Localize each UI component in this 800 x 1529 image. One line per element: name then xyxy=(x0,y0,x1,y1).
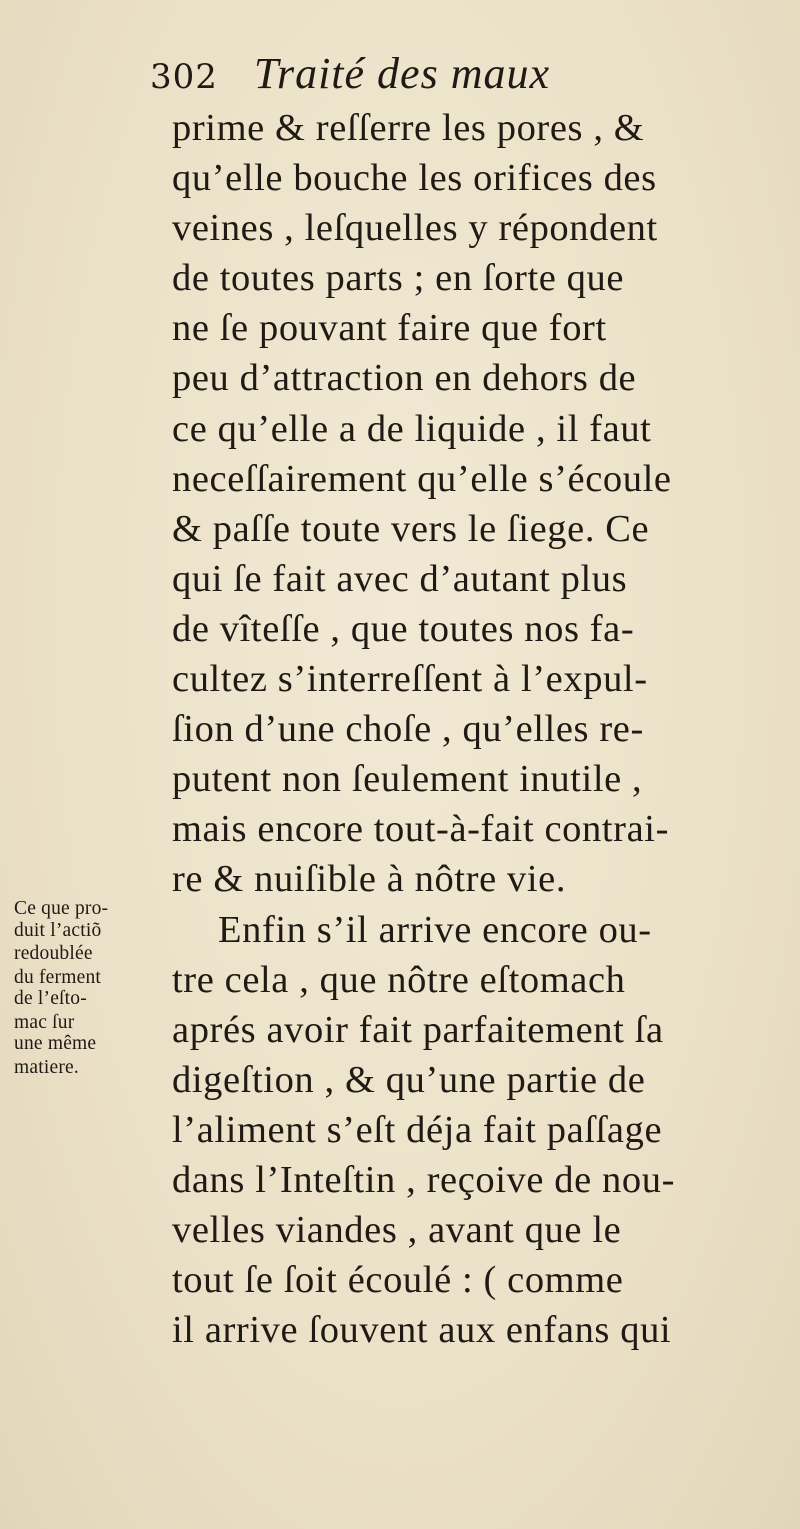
margin-note-line: mac ſur xyxy=(14,1011,75,1033)
margin-note-line: une même xyxy=(14,1033,97,1054)
text-line: mais encore tout-à-fait contrai- xyxy=(172,808,670,851)
text-line: dans l’Inteſtin , reçoive de nou- xyxy=(172,1158,676,1201)
text-line: ſion d’une choſe , qu’elles re- xyxy=(172,708,644,751)
text-line: re & nuiſible à nôtre vie. xyxy=(172,858,567,901)
margin-note-line: de l’eſto- xyxy=(14,988,87,1009)
text-line: aprés avoir fait parfaitement ſa xyxy=(172,1008,664,1051)
margin-note-line: matiere. xyxy=(14,1056,79,1078)
text-line: digeſtion , & qu’une partie de xyxy=(172,1058,646,1101)
text-line: putent non ſeulement inutile , xyxy=(172,758,643,801)
margin-note-line: du ferment xyxy=(14,966,102,988)
running-title: Traité des maux xyxy=(253,49,551,98)
text-line: tre cela , que nôtre eſtomach xyxy=(172,958,626,1001)
text-line: ne ſe pouvant faire que fort xyxy=(172,307,607,350)
margin-note-line: redoublée xyxy=(14,943,93,964)
text-line: qu’elle bouche les orifices des xyxy=(172,157,657,200)
text-line: ce qu’elle a de liquide , il faut xyxy=(172,407,652,450)
text-line: veines , leſquelles y répondent xyxy=(172,207,658,250)
text-line: de vîteſſe , que toutes nos fa- xyxy=(172,607,635,650)
page-number: 302 xyxy=(150,57,218,97)
text-line: l’aliment s’eſt déja fait paſſage xyxy=(172,1108,663,1151)
text-line: & paſſe toute vers le ſiege. Ce xyxy=(172,507,650,550)
text-line: tout ſe ſoit écoulé : ( comme xyxy=(172,1259,624,1302)
text-line: velles viandes , avant que le xyxy=(172,1209,622,1252)
page-header xyxy=(150,48,550,108)
main-text xyxy=(172,103,772,1355)
text-line: cultez s’interreſſent à l’expul- xyxy=(172,658,648,701)
text-line: peu d’attraction en dehors de xyxy=(172,357,637,400)
marginal-note xyxy=(14,898,164,1078)
paragraph-start-line: Enfin s’il arrive encore ou- xyxy=(218,908,652,951)
text-line: prime & reſſerre les pores , & xyxy=(172,107,645,149)
text-line: de toutes parts ; en ſorte que xyxy=(172,257,625,300)
margin-note-line: Ce que pro- xyxy=(14,898,109,919)
margin-note-line: duit l’actiõ xyxy=(14,919,102,941)
text-line: il arrive ſouvent aux enfans qui xyxy=(172,1309,672,1352)
text-line: neceſſairement qu’elle s’écoule xyxy=(172,457,672,500)
text-line: qui ſe fait avec d’autant plus xyxy=(172,557,628,600)
